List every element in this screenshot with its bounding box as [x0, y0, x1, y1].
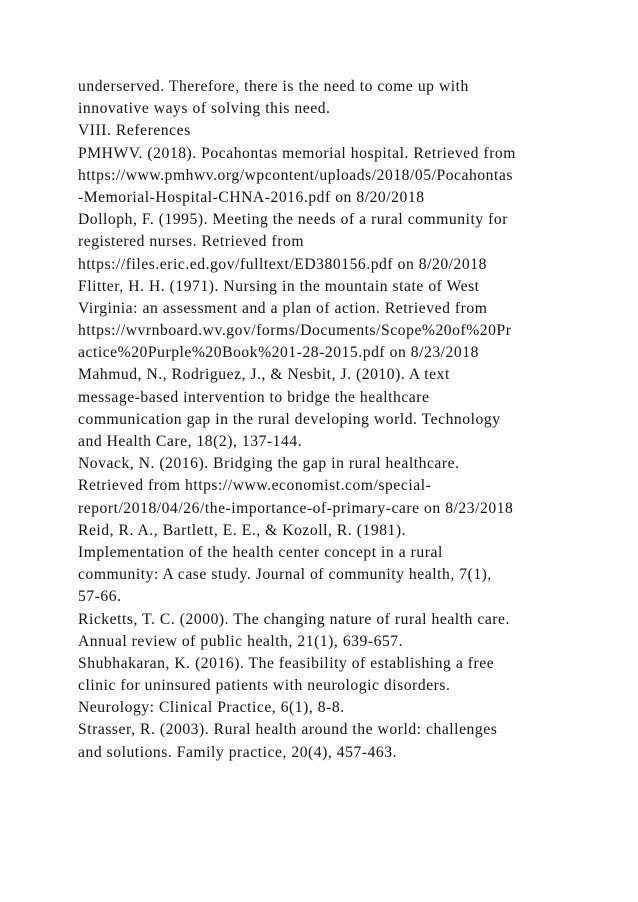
reference-line: community: A case study. Journal of community health, 7(1), [78, 566, 492, 584]
reference-line: 57-66. [78, 588, 122, 606]
reference-line: Ricketts, T. C. (2000). The changing nature of rural health care. [78, 610, 510, 628]
reference-line: Implementation of the health center concept in a rural [78, 543, 443, 561]
reference-line: communication gap in the rural developing world. Technology [78, 410, 501, 428]
reference-line: https://www.pmhwv.org/wpcontent/uploads/2018/05/Pocahontas [78, 166, 513, 184]
reference-line: Novack, N. (2016). Bridging the gap in rural healthcare. [78, 455, 460, 473]
reference-line: Mahmud, N., Rodriguez, J., & Nesbit, J. (2010). A text [78, 366, 450, 384]
reference-line: Flitter, H. H. (1971). Nursing in the mountain state of West [78, 277, 480, 295]
reference-line: https://files.eric.ed.gov/fulltext/ED380156.pdf on 8/20/2018 [78, 255, 487, 273]
reference-line: Reid, R. A., Bartlett, E. E., & Kozoll, R. (1981). [78, 521, 407, 539]
reference-line: actice%20Purple%20Book%201-28-2015.pdf on 8/23/2018 [78, 344, 479, 362]
text-line: underserved. Therefore, there is the need to come up with [78, 78, 469, 95]
reference-line: Virginia: an assessment and a plan of action. Retrieved from [78, 299, 488, 317]
reference-line: report/2018/04/26/the-importance-of-primary-care on 8/23/2018 [78, 499, 514, 517]
reference-line: and Health Care, 18(2), 137-144. [78, 433, 303, 450]
reference-line: Retrieved from https://www.economist.com/special- [78, 477, 432, 495]
document-text [78, 76, 558, 764]
reference-line: -Memorial-Hospital-CHNA-2016.pdf on 8/20/2018 [78, 188, 425, 206]
reference-line: Dolloph, F. (1995). Meeting the needs of a rural community for [78, 211, 508, 229]
section-heading: VIII. References [78, 122, 191, 140]
reference-line: Annual review of public health, 21(1), 639-657. [78, 632, 404, 650]
text-line: innovative ways of solving this need. [78, 100, 331, 118]
reference-line: message-based intervention to bridge the healthcare [78, 388, 430, 406]
reference-line: https://wvrnboard.wv.gov/forms/Documents/Scope%20of%20Pr [78, 322, 512, 340]
reference-line: Strasser, R. (2003). Rural health around the world: challenges [78, 721, 498, 739]
reference-line: clinic for uninsured patients with neurologic disorders. [78, 677, 451, 695]
reference-line: Neurology: Clinical Practice, 6(1), 8-8. [78, 699, 345, 717]
reference-line: and solutions. Family practice, 20(4), 457-463. [78, 743, 398, 761]
reference-line: Shubhakaran, K. (2016). The feasibility of establishing a free [78, 654, 495, 672]
reference-line: PMHWV. (2018). Pocahontas memorial hospital. Retrieved from [78, 144, 516, 162]
reference-line: registered nurses. Retrieved from [78, 233, 304, 251]
